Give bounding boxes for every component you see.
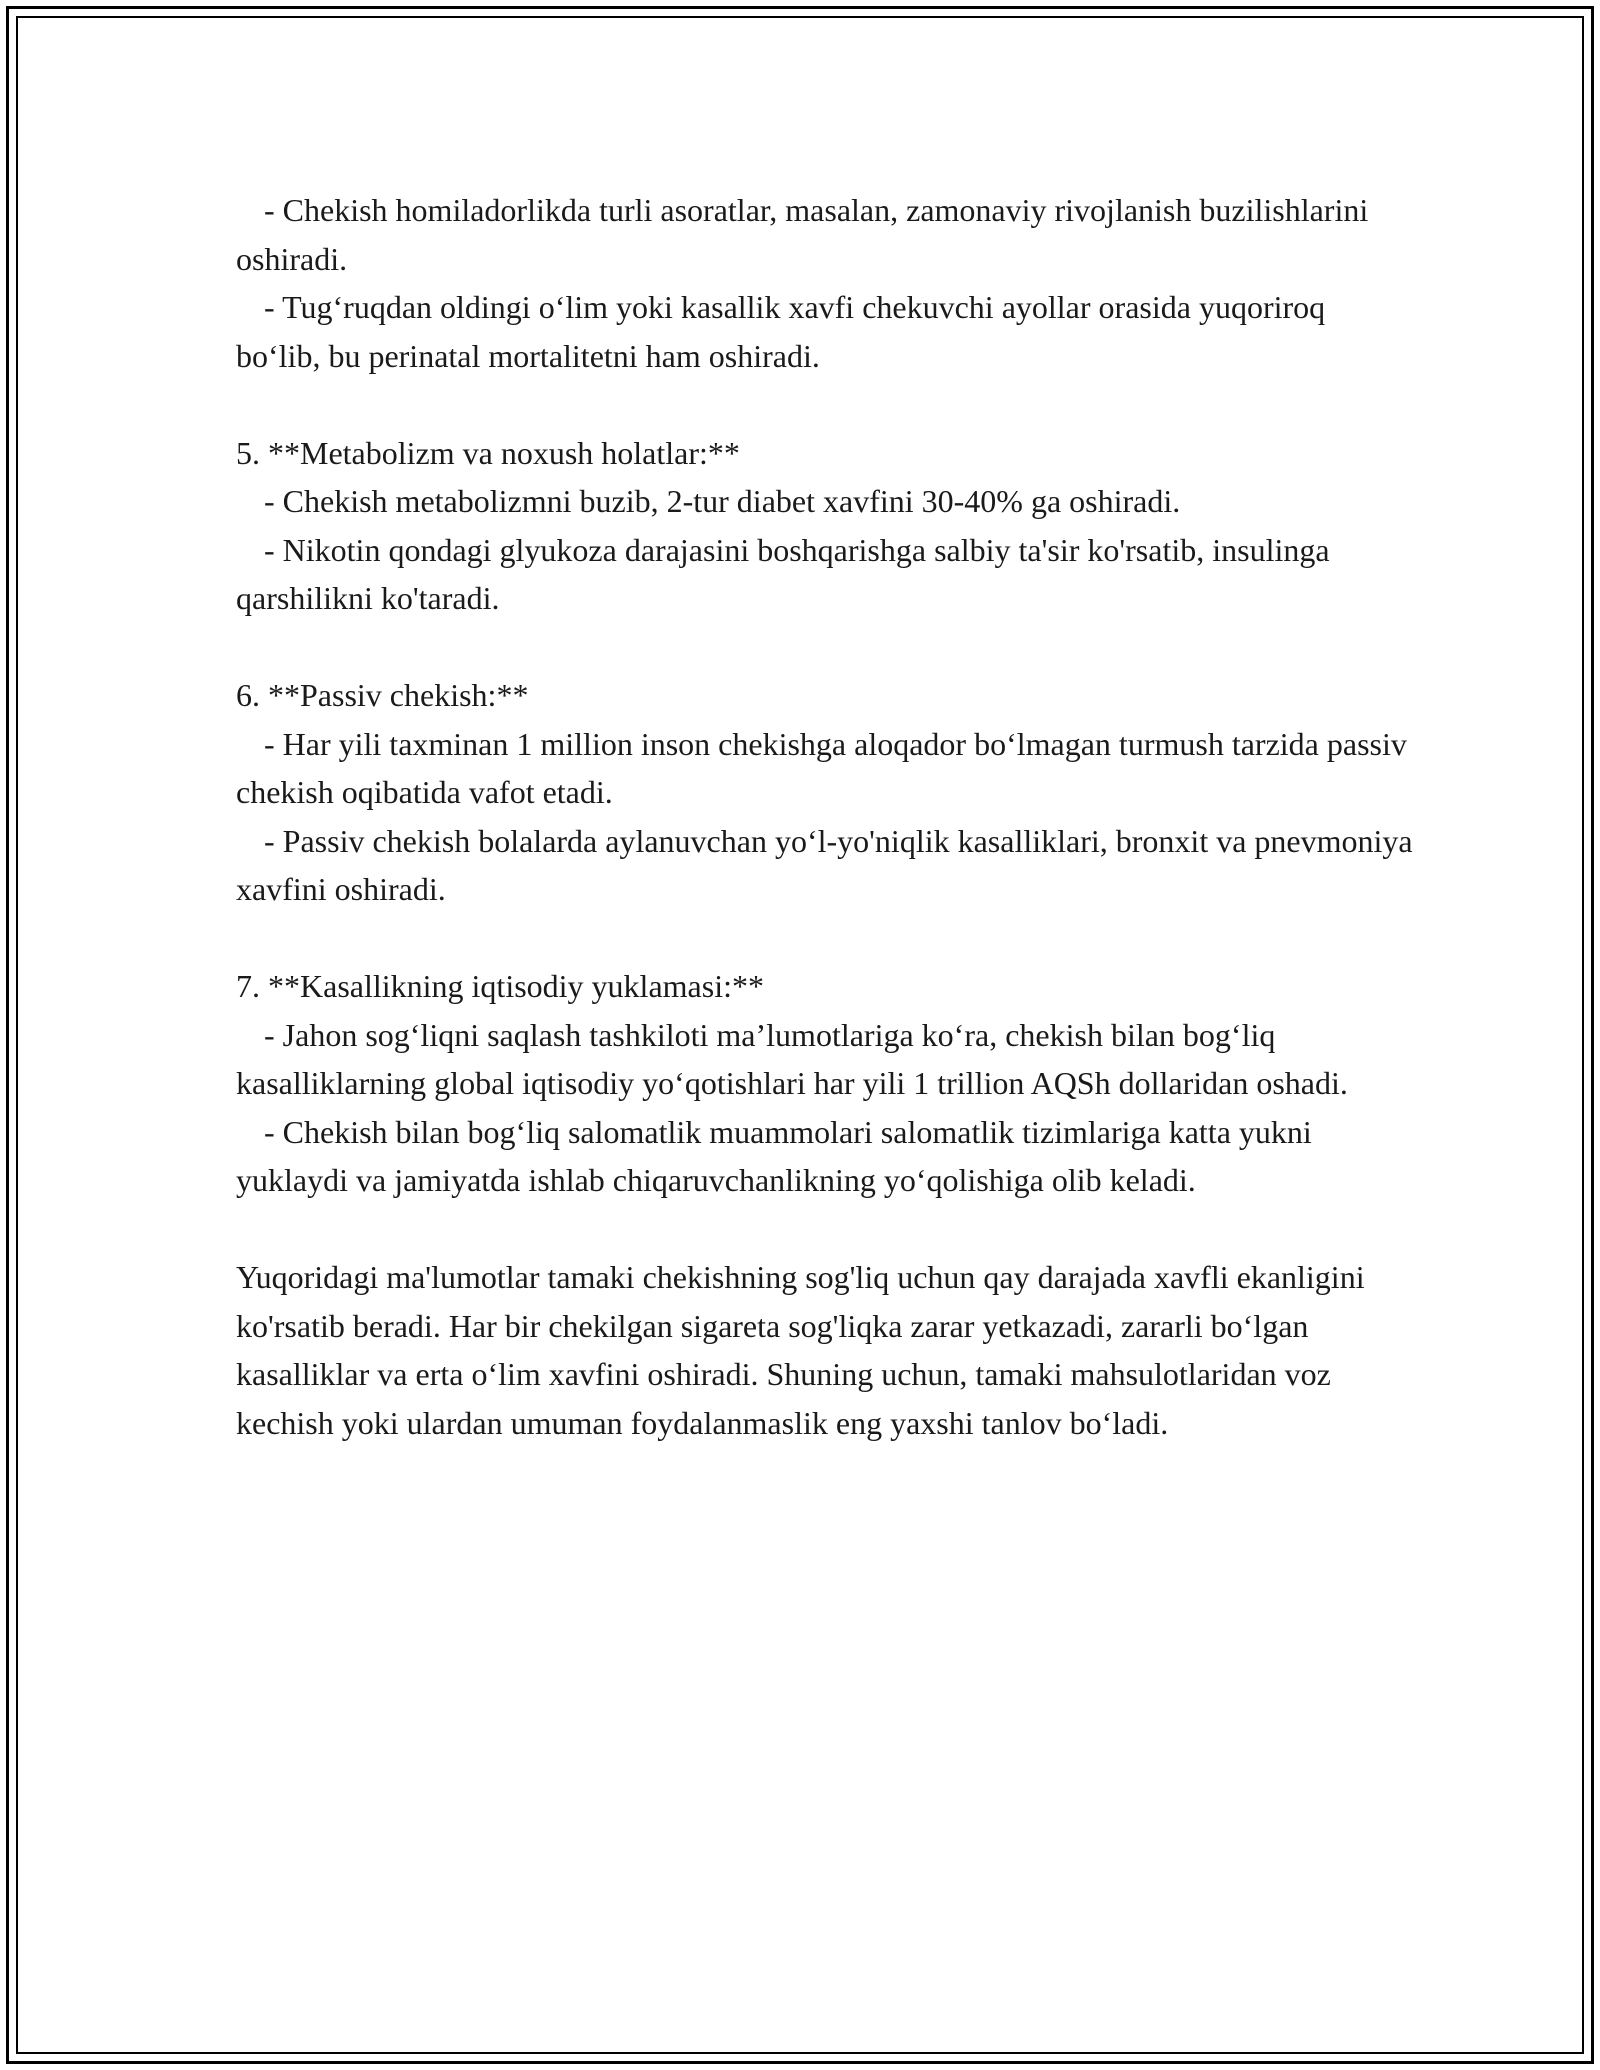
section-heading: 5. **Metabolizm va noxush holatlar:** xyxy=(236,434,740,471)
section-passive-smoking xyxy=(236,671,1416,914)
section-metabolism xyxy=(236,429,1416,623)
list-item: - Chekish homiladorlikda turli asoratlar, masalan, zamonaviy rivojlanish buzilishlarini oshiradi. xyxy=(236,192,1369,277)
section-economic-burden xyxy=(236,962,1416,1205)
document-body xyxy=(236,186,1416,1447)
list-item: - Passiv chekish bolalarda aylanuvchan yo‘l-yo'niqlik kasalliklari, bronxit va pnevmoniya xavfini oshiradi. xyxy=(236,822,1413,907)
section-heading: 6. **Passiv chekish:** xyxy=(236,677,529,713)
list-item: - Chekish bilan bog‘liq salomatlik muammolari salomatlik tizimlariga katta yukni yuklaydi va jamiyatda ishlab chiqaruvchanlikning yo‘qolishiga olib keladi. xyxy=(236,1113,1312,1198)
intro-block xyxy=(236,186,1416,380)
list-item: - Jahon sog‘liqni saqlash tashkiloti ma’lumotlariga ko‘ra, chekish bilan bog‘liq kasalliklarning global iqtisodiy yo‘qotishlari har yili 1 trillion AQSh dollaridan oshadi. xyxy=(236,1016,1348,1101)
list-item: - Chekish metabolizmni buzib, 2-tur diabet xavfini 30-40% ga oshiradi. xyxy=(264,483,1181,519)
list-item: - Nikotin qondagi glyukoza darajasini boshqarishga salbiy ta'sir ko'rsatib, insulinga qarshilikni ko'taradi. xyxy=(236,531,1330,616)
conclusion-paragraph: Yuqoridagi ma'lumotlar tamaki chekishning sog'liq uchun qay darajada xavfli ekanligini ko'rsatib beradi. Har bir chekilgan sigareta sog'liqka zarar yetkazadi, zararli bo‘lgan kasalliklar va erta o‘lim xavfini oshiradi. Shuning uchun, tamaki mahsulotlaridan voz kechish yoki ulardan umuman foydalanmaslik eng yaxshi tanlov bo‘ladi. xyxy=(236,1259,1365,1441)
section-heading: 7. **Kasallikning iqtisodiy yuklamasi:** xyxy=(236,968,764,1004)
list-item: - Har yili taxminan 1 million inson chekishga aloqador bo‘lmagan turmush tarzida passiv chekish oqibatida vafot etadi. xyxy=(236,725,1407,810)
list-item: - Tug‘ruqdan oldingi o‘lim yoki kasallik xavfi chekuvchi ayollar orasida yuqoriroq bo‘lib, bu perinatal mortalitetni ham oshiradi. xyxy=(236,289,1326,374)
